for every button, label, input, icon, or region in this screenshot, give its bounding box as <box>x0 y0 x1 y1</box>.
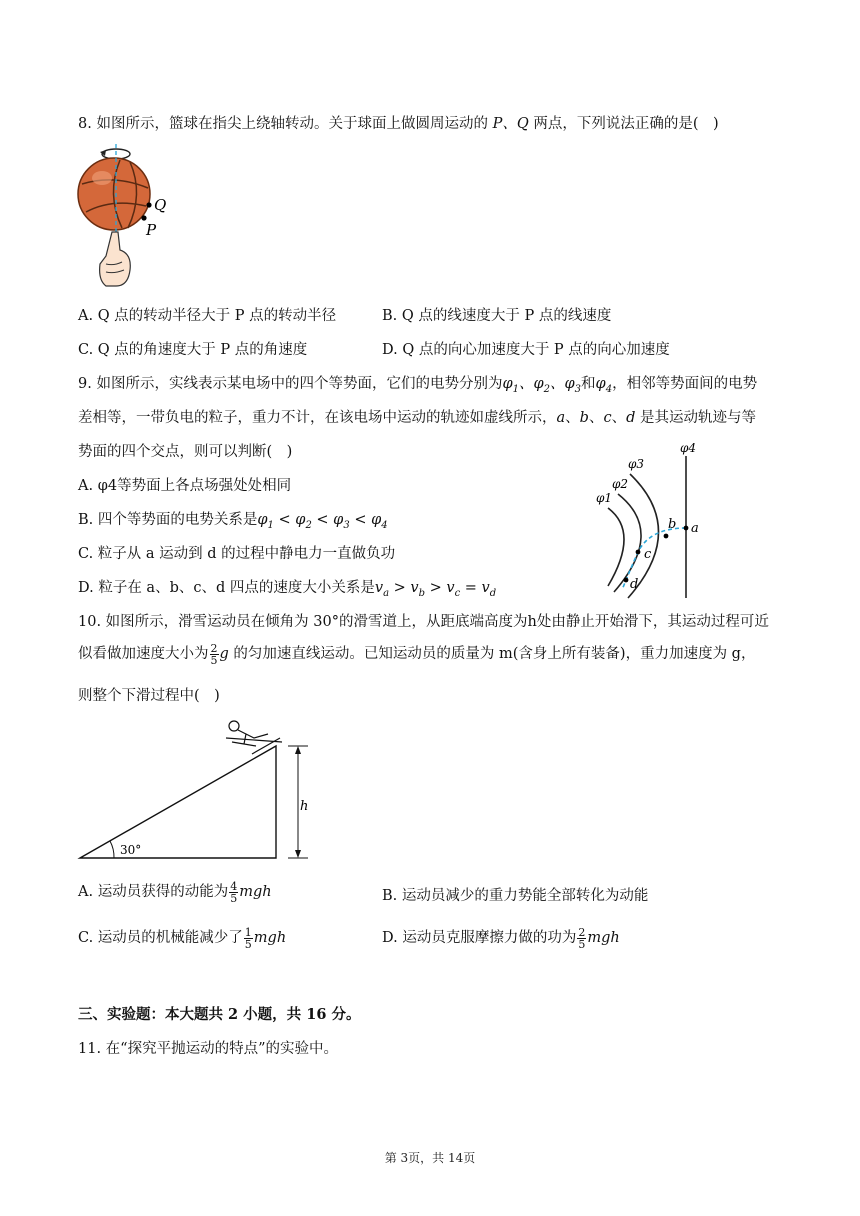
q9-stem-line3: 势面的四个交点，则可以判断( ) <box>78 444 293 460</box>
q11-stem: 11. 在“探究平抛运动的特点”的实验中。 <box>78 1041 338 1057</box>
q10-option-c: C. 运动员的机械能减少了 $\frac{1}{5}$ mgh <box>78 925 287 951</box>
basketball-figure <box>76 140 176 290</box>
q8-option-a: A. Q 点的转动半径大于 P 点的转动半径 <box>78 308 337 324</box>
label-b: b <box>668 517 677 532</box>
label-phi4: φ4 <box>680 441 697 455</box>
q9-option-a: A. φ4等势面上各点场强处处相同 <box>78 478 292 494</box>
q8-option-d: D. Q 点的向心加速度大于 P 点的向心加速度 <box>382 342 670 358</box>
label-a: a <box>691 521 699 536</box>
label-angle: 30° <box>120 843 142 857</box>
q9-stem-line1: 9. 如图所示，实线表示某电场中的四个等势面，它们的电势分别为$\varphi_1$、$\varphi_2$、$\varphi_3$和$\varphi_4$，相邻等势面间的电势 <box>78 376 758 395</box>
label-phi3: φ3 <box>628 457 645 471</box>
q9-option-d: D. 粒子在 a、b、c、d 四点的速度大小关系是$v_a > v_b > v_c = v_d$ <box>78 580 497 599</box>
q9-option-b: B. 四个等势面的电势关系是$\varphi_1 < \varphi_2 < \varphi_3 < \varphi_4$ <box>78 512 388 531</box>
label-d: d <box>630 577 639 592</box>
q8-option-c: C. Q 点的角速度大于 P 点的角速度 <box>78 342 308 358</box>
label-c: c <box>644 547 652 562</box>
q10-stem-line1: 10. 如图所示，滑雪运动员在倾角为 30°的滑雪道上，从距底端高度为h处由静止开始滑下，其运动过程可近 <box>78 614 769 630</box>
label-h: h <box>300 799 309 814</box>
q10-stem-line2: 似看做加速度大小为 $\frac{2}{5}$ g 的匀加速直线运动。已知运动员的质量为 m(含身上所有装备)，重力加速度为 g， <box>78 641 756 667</box>
q10-option-d: D. 运动员克服摩擦力做的功为 $\frac{2}{5}$ mgh <box>382 925 620 951</box>
label-phi2: φ2 <box>612 477 629 491</box>
ski-slope-figure <box>76 716 326 866</box>
q10-stem-line3: 则整个下滑过程中( ) <box>78 688 220 704</box>
q9-option-c: C. 粒子从 a 运动到 d 的过程中静电力一直做负功 <box>78 546 396 562</box>
q10-option-a: A. 运动员获得的动能为 $\frac{4}{5}$ mgh <box>78 879 272 905</box>
label-q: Q <box>154 196 167 214</box>
q8-stem: 8. 如图所示，篮球在指尖上绕轴转动。关于球面上做圆周运动的 P、Q 两点，下列说法正确的是( ) <box>78 116 719 132</box>
equipotential-figure <box>588 440 718 600</box>
page-footer: 第 3页，共 14页 <box>384 1151 476 1165</box>
label-phi1: φ1 <box>596 491 613 505</box>
q9-stem-line2: 差相等，一带负电的粒子，重力不计，在该电场中运动的轨迹如虚线所示，a、b、c、d 是其运动轨迹与等 <box>78 410 756 426</box>
q8-option-b: B. Q 点的线速度大于 P 点的线速度 <box>382 308 612 324</box>
section-heading: 三、实验题：本大题共 2 小题，共 16 分。 <box>78 1006 361 1023</box>
label-p: P <box>146 221 157 239</box>
q10-option-b: B. 运动员减少的重力势能全部转化为动能 <box>382 888 649 904</box>
